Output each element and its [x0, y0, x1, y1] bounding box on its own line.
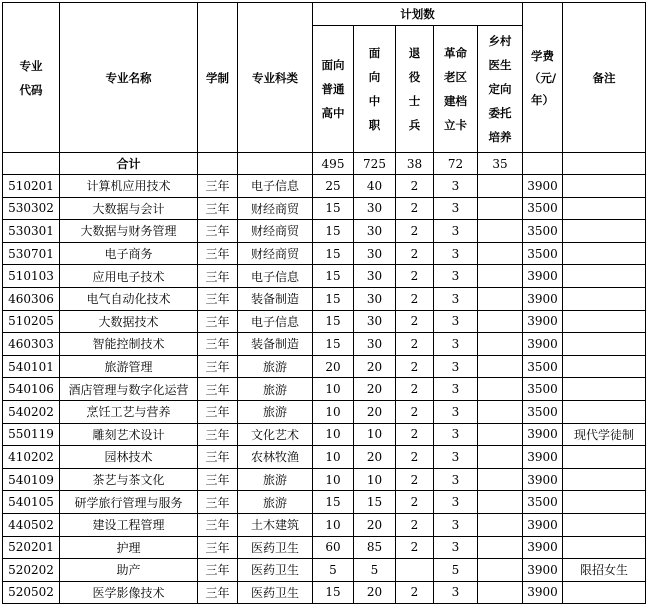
cell-remark [563, 536, 646, 559]
cell-name: 护理 [60, 536, 198, 559]
total-label: 合计 [60, 153, 198, 175]
cell-category: 医药卫生 [238, 536, 313, 559]
cell-plan-general-high-school: 15 [313, 287, 354, 310]
cell-duration: 三年 [198, 423, 238, 446]
cell-plan-rural-doctor [478, 220, 523, 243]
cell-plan-veterans: 2 [396, 581, 434, 604]
cell-plan-rural-doctor [478, 513, 523, 536]
cell-plan-general-high-school: 15 [313, 242, 354, 265]
table-row [3, 559, 646, 582]
cell-code: 410202 [3, 446, 60, 469]
cell-plan-rural-doctor [478, 468, 523, 491]
cell-tuition: 3500 [523, 491, 563, 514]
cell-plan-old-revolutionary-areas: 3 [434, 513, 478, 536]
cell-plan-rural-doctor [478, 333, 523, 356]
cell-plan-old-revolutionary-areas: 3 [434, 175, 478, 198]
cell-remark [563, 197, 646, 220]
cell-plan-vocational: 30 [354, 242, 396, 265]
cell-code: 440502 [3, 513, 60, 536]
total-duration [198, 153, 238, 175]
total-tuition [523, 153, 563, 175]
cell-plan-veterans: 2 [396, 197, 434, 220]
cell-plan-vocational: 5 [354, 559, 396, 582]
cell-name: 建设工程管理 [60, 513, 198, 536]
cell-code: 540109 [3, 468, 60, 491]
cell-plan-vocational: 85 [354, 536, 396, 559]
cell-code: 530701 [3, 242, 60, 265]
cell-remark [563, 265, 646, 288]
header-code: 专业代码 [3, 3, 60, 153]
cell-category: 旅游 [238, 355, 313, 378]
cell-tuition: 3900 [523, 513, 563, 536]
cell-plan-general-high-school: 15 [313, 265, 354, 288]
cell-tuition: 3900 [523, 559, 563, 582]
cell-category: 旅游 [238, 378, 313, 401]
table-row [3, 333, 646, 356]
cell-plan-old-revolutionary-areas: 3 [434, 468, 478, 491]
cell-plan-veterans: 2 [396, 333, 434, 356]
header-plan-general-high-school: 面向普通高中 [313, 26, 354, 153]
cell-remark: 限招女生 [563, 559, 646, 582]
table-row [3, 220, 646, 243]
cell-plan-rural-doctor [478, 355, 523, 378]
cell-category: 财经商贸 [238, 220, 313, 243]
cell-tuition: 3900 [523, 333, 563, 356]
cell-plan-old-revolutionary-areas: 3 [434, 581, 478, 604]
table-row [3, 513, 646, 536]
cell-plan-rural-doctor [478, 423, 523, 446]
cell-plan-general-high-school: 60 [313, 536, 354, 559]
cell-plan-vocational: 30 [354, 333, 396, 356]
cell-plan-old-revolutionary-areas: 3 [434, 536, 478, 559]
cell-plan-veterans: 2 [396, 491, 434, 514]
cell-plan-vocational: 20 [354, 581, 396, 604]
header-plan-rural-doctor: 乡村医生定向委托培养 [478, 26, 523, 153]
cell-plan-vocational: 20 [354, 400, 396, 423]
cell-code: 520202 [3, 559, 60, 582]
cell-plan-rural-doctor [478, 175, 523, 198]
table-row [3, 446, 646, 469]
cell-category: 财经商贸 [238, 197, 313, 220]
table-row [3, 378, 646, 401]
cell-code: 540101 [3, 355, 60, 378]
cell-plan-general-high-school: 5 [313, 559, 354, 582]
cell-name: 电气自动化技术 [60, 287, 198, 310]
cell-plan-old-revolutionary-areas: 3 [434, 220, 478, 243]
cell-plan-rural-doctor [478, 559, 523, 582]
cell-remark [563, 355, 646, 378]
cell-plan-rural-doctor [478, 197, 523, 220]
cell-plan-old-revolutionary-areas: 3 [434, 242, 478, 265]
cell-plan-rural-doctor [478, 581, 523, 604]
cell-plan-rural-doctor [478, 491, 523, 514]
table-row [3, 242, 646, 265]
cell-plan-vocational: 20 [354, 446, 396, 469]
cell-plan-veterans: 2 [396, 287, 434, 310]
cell-duration: 三年 [198, 242, 238, 265]
cell-tuition: 3900 [523, 287, 563, 310]
cell-plan-vocational: 20 [354, 513, 396, 536]
cell-plan-old-revolutionary-areas: 3 [434, 333, 478, 356]
cell-code: 550119 [3, 423, 60, 446]
header-plan-vocational: 面向中职 [354, 26, 396, 153]
cell-remark [563, 242, 646, 265]
cell-remark [563, 175, 646, 198]
cell-remark [563, 378, 646, 401]
cell-plan-veterans: 2 [396, 220, 434, 243]
cell-duration: 三年 [198, 197, 238, 220]
cell-plan-rural-doctor [478, 536, 523, 559]
cell-category: 医药卫生 [238, 581, 313, 604]
cell-plan-rural-doctor [478, 400, 523, 423]
total-plan-vocational: 725 [354, 153, 396, 175]
cell-name: 酒店管理与数字化运营 [60, 378, 198, 401]
cell-category: 财经商贸 [238, 242, 313, 265]
total-code [3, 153, 60, 175]
cell-plan-general-high-school: 10 [313, 513, 354, 536]
cell-category: 土木建筑 [238, 513, 313, 536]
cell-plan-veterans: 2 [396, 513, 434, 536]
cell-code: 520502 [3, 581, 60, 604]
cell-plan-general-high-school: 10 [313, 423, 354, 446]
cell-plan-general-high-school: 15 [313, 581, 354, 604]
cell-category: 农林牧渔 [238, 446, 313, 469]
cell-name: 园林技术 [60, 446, 198, 469]
cell-plan-old-revolutionary-areas: 3 [434, 446, 478, 469]
cell-tuition: 3500 [523, 220, 563, 243]
cell-plan-general-high-school: 10 [313, 446, 354, 469]
cell-remark [563, 220, 646, 243]
cell-plan-veterans: 2 [396, 175, 434, 198]
cell-plan-old-revolutionary-areas: 3 [434, 287, 478, 310]
cell-plan-rural-doctor [478, 265, 523, 288]
cell-plan-general-high-school: 15 [313, 310, 354, 333]
cell-tuition: 3900 [523, 423, 563, 446]
table-row [3, 355, 646, 378]
cell-plan-veterans [396, 559, 434, 582]
total-row [3, 153, 646, 175]
cell-duration: 三年 [198, 378, 238, 401]
cell-plan-rural-doctor [478, 242, 523, 265]
cell-name: 大数据技术 [60, 310, 198, 333]
cell-plan-general-high-school: 10 [313, 468, 354, 491]
cell-plan-vocational: 30 [354, 197, 396, 220]
cell-plan-old-revolutionary-areas: 3 [434, 310, 478, 333]
cell-category: 电子信息 [238, 175, 313, 198]
cell-category: 医药卫生 [238, 559, 313, 582]
header-plan-veterans: 退役士兵 [396, 26, 434, 153]
cell-code: 540105 [3, 491, 60, 514]
cell-plan-veterans: 2 [396, 242, 434, 265]
cell-plan-general-high-school: 15 [313, 220, 354, 243]
cell-category: 装备制造 [238, 333, 313, 356]
cell-name: 智能控制技术 [60, 333, 198, 356]
cell-plan-veterans: 2 [396, 400, 434, 423]
table-row [3, 175, 646, 198]
cell-duration: 三年 [198, 265, 238, 288]
cell-plan-vocational: 20 [354, 378, 396, 401]
total-plan-rural-doctor: 35 [478, 153, 523, 175]
cell-tuition: 3900 [523, 446, 563, 469]
cell-name: 大数据与会计 [60, 197, 198, 220]
cell-plan-vocational: 30 [354, 265, 396, 288]
cell-plan-veterans: 2 [396, 468, 434, 491]
total-remark [563, 153, 646, 175]
table-row [3, 287, 646, 310]
cell-plan-general-high-school: 10 [313, 378, 354, 401]
cell-tuition: 3900 [523, 175, 563, 198]
table-row [3, 581, 646, 604]
cell-remark [563, 446, 646, 469]
cell-plan-general-high-school: 20 [313, 355, 354, 378]
cell-duration: 三年 [198, 536, 238, 559]
cell-plan-old-revolutionary-areas: 3 [434, 400, 478, 423]
table-row [3, 400, 646, 423]
total-plan-general-high-school: 495 [313, 153, 354, 175]
cell-code: 460303 [3, 333, 60, 356]
cell-plan-vocational: 10 [354, 423, 396, 446]
cell-tuition: 3500 [523, 197, 563, 220]
cell-remark [563, 513, 646, 536]
cell-name: 应用电子技术 [60, 265, 198, 288]
cell-name: 旅游管理 [60, 355, 198, 378]
cell-plan-vocational: 30 [354, 220, 396, 243]
cell-category: 旅游 [238, 400, 313, 423]
cell-name: 烹饪工艺与营养 [60, 400, 198, 423]
header-name: 专业名称 [60, 3, 198, 153]
cell-tuition: 3900 [523, 468, 563, 491]
cell-plan-vocational: 30 [354, 310, 396, 333]
cell-remark [563, 287, 646, 310]
cell-remark [563, 333, 646, 356]
cell-category: 装备制造 [238, 287, 313, 310]
cell-plan-old-revolutionary-areas: 3 [434, 491, 478, 514]
cell-name: 助产 [60, 559, 198, 582]
cell-code: 540106 [3, 378, 60, 401]
table-row [3, 491, 646, 514]
cell-duration: 三年 [198, 400, 238, 423]
cell-remark [563, 468, 646, 491]
cell-remark [563, 310, 646, 333]
cell-name: 雕刻艺术设计 [60, 423, 198, 446]
cell-plan-vocational: 10 [354, 468, 396, 491]
total-plan-veterans: 38 [396, 153, 434, 175]
cell-category: 文化艺术 [238, 423, 313, 446]
cell-plan-general-high-school: 15 [313, 197, 354, 220]
cell-code: 520201 [3, 536, 60, 559]
cell-category: 旅游 [238, 468, 313, 491]
header-duration: 学制 [198, 3, 238, 153]
cell-plan-old-revolutionary-areas: 3 [434, 378, 478, 401]
cell-plan-old-revolutionary-areas: 3 [434, 265, 478, 288]
header-plan-group: 计划数 [313, 3, 523, 26]
cell-duration: 三年 [198, 310, 238, 333]
table-row [3, 197, 646, 220]
cell-name: 茶艺与茶文化 [60, 468, 198, 491]
cell-name: 电子商务 [60, 242, 198, 265]
cell-plan-vocational: 20 [354, 355, 396, 378]
cell-duration: 三年 [198, 355, 238, 378]
cell-code: 510103 [3, 265, 60, 288]
cell-duration: 三年 [198, 468, 238, 491]
enrollment-plan-table [2, 2, 646, 604]
cell-code: 530302 [3, 197, 60, 220]
header-remarks: 备注 [563, 3, 646, 153]
table-row [3, 310, 646, 333]
cell-plan-rural-doctor [478, 310, 523, 333]
cell-plan-veterans: 2 [396, 355, 434, 378]
cell-remark: 现代学徒制 [563, 423, 646, 446]
cell-duration: 三年 [198, 513, 238, 536]
cell-tuition: 3900 [523, 310, 563, 333]
cell-remark [563, 491, 646, 514]
cell-category: 电子信息 [238, 310, 313, 333]
cell-plan-vocational: 15 [354, 491, 396, 514]
cell-plan-veterans: 2 [396, 423, 434, 446]
cell-code: 460306 [3, 287, 60, 310]
total-plan-old-revolutionary-areas: 72 [434, 153, 478, 175]
cell-tuition: 3900 [523, 536, 563, 559]
cell-plan-veterans: 2 [396, 378, 434, 401]
cell-duration: 三年 [198, 287, 238, 310]
cell-duration: 三年 [198, 446, 238, 469]
cell-tuition: 3500 [523, 355, 563, 378]
cell-tuition: 3900 [523, 265, 563, 288]
cell-duration: 三年 [198, 333, 238, 356]
cell-tuition: 3500 [523, 378, 563, 401]
cell-tuition: 3900 [523, 581, 563, 604]
cell-duration: 三年 [198, 175, 238, 198]
cell-remark [563, 581, 646, 604]
cell-tuition: 3500 [523, 242, 563, 265]
table-row [3, 468, 646, 491]
cell-duration: 三年 [198, 559, 238, 582]
cell-category: 旅游 [238, 491, 313, 514]
cell-name: 大数据与财务管理 [60, 220, 198, 243]
cell-plan-rural-doctor [478, 446, 523, 469]
total-category [238, 153, 313, 175]
cell-duration: 三年 [198, 220, 238, 243]
cell-plan-rural-doctor [478, 378, 523, 401]
cell-plan-vocational: 40 [354, 175, 396, 198]
cell-name: 研学旅行管理与服务 [60, 491, 198, 514]
cell-code: 510201 [3, 175, 60, 198]
cell-plan-veterans: 2 [396, 446, 434, 469]
cell-code: 510205 [3, 310, 60, 333]
cell-plan-general-high-school: 25 [313, 175, 354, 198]
cell-code: 540202 [3, 400, 60, 423]
cell-code: 530301 [3, 220, 60, 243]
header-tuition: 学费（元/年） [523, 3, 563, 153]
cell-plan-old-revolutionary-areas: 3 [434, 197, 478, 220]
table-row [3, 423, 646, 446]
cell-duration: 三年 [198, 581, 238, 604]
cell-plan-general-high-school: 15 [313, 333, 354, 356]
table-row [3, 536, 646, 559]
cell-name: 医学影像技术 [60, 581, 198, 604]
header-plan-old-revolutionary-areas: 革命老区建档立卡 [434, 26, 478, 153]
cell-plan-old-revolutionary-areas: 5 [434, 559, 478, 582]
header-category: 专业科类 [238, 3, 313, 153]
cell-plan-general-high-school: 10 [313, 400, 354, 423]
cell-remark [563, 400, 646, 423]
cell-plan-general-high-school: 15 [313, 491, 354, 514]
cell-plan-old-revolutionary-areas: 3 [434, 355, 478, 378]
cell-plan-rural-doctor [478, 287, 523, 310]
cell-plan-veterans: 2 [396, 265, 434, 288]
cell-plan-veterans: 2 [396, 536, 434, 559]
cell-duration: 三年 [198, 491, 238, 514]
cell-tuition: 3500 [523, 400, 563, 423]
cell-category: 电子信息 [238, 265, 313, 288]
cell-name: 计算机应用技术 [60, 175, 198, 198]
table-row [3, 265, 646, 288]
header-row [3, 3, 646, 26]
cell-plan-old-revolutionary-areas: 3 [434, 423, 478, 446]
cell-plan-veterans: 2 [396, 310, 434, 333]
cell-plan-vocational: 30 [354, 287, 396, 310]
